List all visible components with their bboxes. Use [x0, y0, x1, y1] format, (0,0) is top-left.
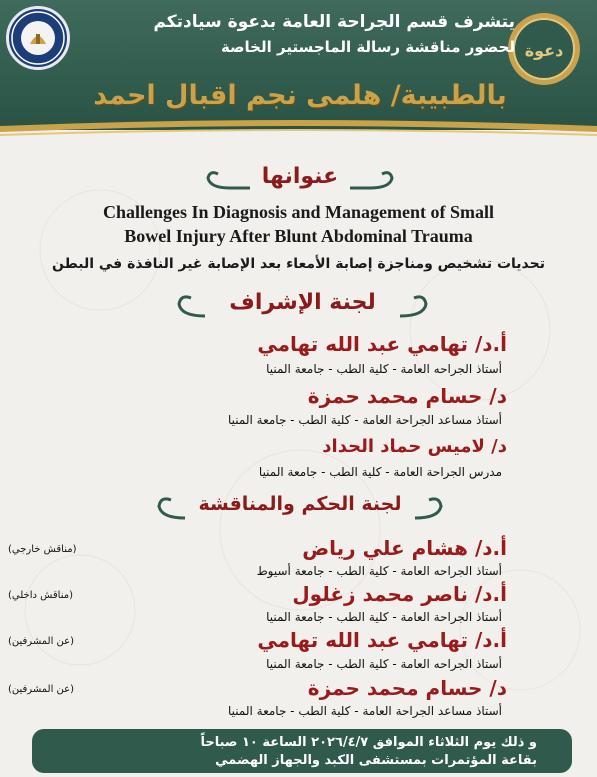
examiner-2-role: (مناقش داخلي) [8, 590, 73, 601]
thesis-section-title: عنوانها [261, 164, 339, 189]
supervision-section-title: لجنة الإشراف [229, 290, 376, 315]
footer-venue-line: بقاعة المؤتمرات بمستشفى الكبد والجهاز الهضمي [215, 753, 537, 768]
footer-date-line: و ذلك يوم الثلاثاء الموافق ٢٠٢٦/٤/٧ الساعة ١٠ صباحاً [200, 735, 537, 750]
supervisor-1-name: أ.د/ تهامي عبد الله تهامي [257, 332, 507, 356]
examiner-1-role: (مناقش خارجي) [8, 544, 77, 555]
university-logo [6, 6, 70, 70]
supervisor-3-title: مدرس الجراحة العامة - كلية الطب - جامعة المنيا [258, 465, 502, 479]
examiner-4-name: د/ حسام محمد حمزة [307, 676, 507, 700]
examiner-3-title: أستاذ الجراحه العامة - كلية الطب - جامعة المنيا [266, 657, 502, 671]
thesis-title-ar: تحديات تشخيص ومناجزة إصابة الأمعاء بعد الإصابة غير النافذة في البطن [52, 256, 545, 272]
invite-line-2: لحضور مناقشة رسالة الماجستير الخاصة [220, 38, 515, 56]
supervisor-3-name: د/ لاميس حماد الحداد [322, 436, 507, 457]
thesis-title-en-line2: Bowel Injury After Blunt Abdominal Trauma [124, 226, 473, 246]
supervisor-2-title: أستاذ مساعد الجراحة العامة - كلية الطب - جامعة المنيا [228, 413, 502, 427]
examiner-2-title: أستاذ الجراحة العامة - كلية الطب - جامعة المنيا [266, 610, 502, 624]
supervisor-2-name: د/ حسام محمد حمزة [307, 384, 507, 408]
examiner-1-title: أستاذ الجراحه العامة - كلية الطب - جامعة أسيوط [256, 564, 502, 578]
examiner-3-name: أ.د/ تهامي عبد الله تهامي [257, 628, 507, 652]
examiner-4-role: (عن المشرفين) [8, 684, 75, 695]
examiner-3-role: (عن المشرفين) [8, 636, 75, 647]
medallion-text: دعوة [524, 41, 564, 60]
invitation-medallion-icon [505, 10, 583, 88]
examiner-1-name: أ.د/ هشام علي رياض [302, 536, 507, 560]
committee-section-title: لجنة الحكم والمناقشة [198, 493, 402, 515]
thesis-title-en-line1: Challenges In Diagnosis and Management of Small [102, 202, 495, 222]
invite-line-1: يتشرف قسم الجراحة العامة بدعوة سيادتكم [153, 12, 515, 32]
examiner-4-title: أستاذ مساعد الجراحة العامة - كلية الطب - جامعة المنيا [228, 704, 502, 718]
candidate-name: بالطبيبة/ هلمى نجم اقبال احمد [93, 80, 507, 111]
examiner-2-name: أ.د/ ناصر محمد زغلول [292, 582, 507, 606]
university-crest-icon [10, 10, 66, 66]
supervisor-1-title: أستاذ الجراحه العامة - كلية الطب - جامعة المنيا [266, 362, 502, 376]
gold-divider [0, 118, 597, 144]
